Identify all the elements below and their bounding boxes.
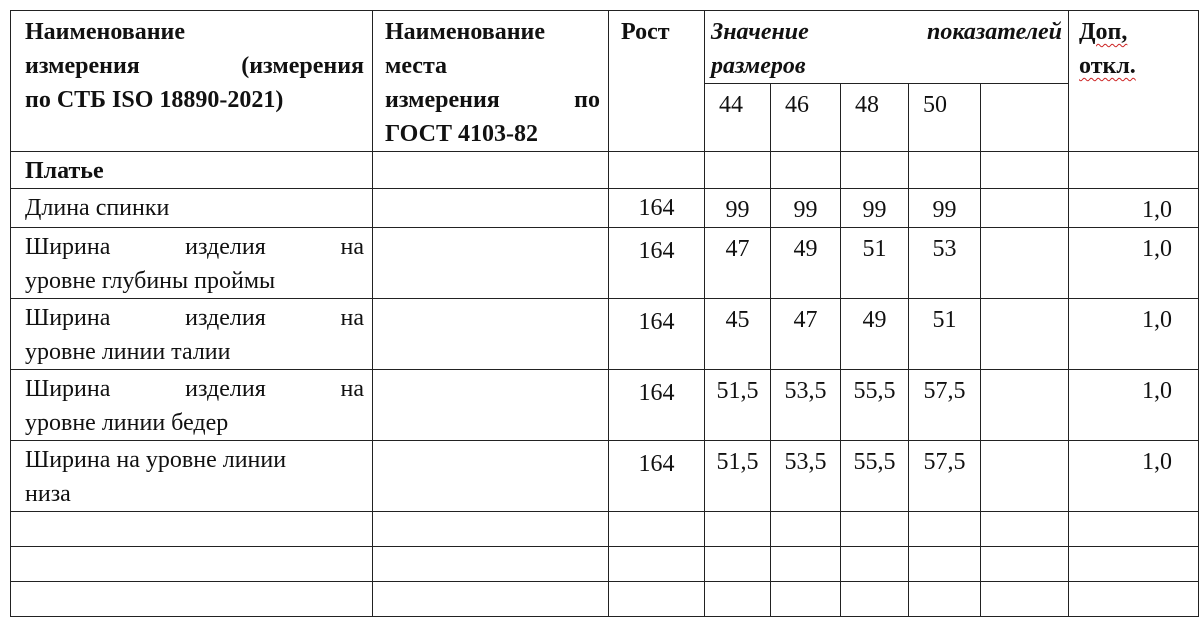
value-cell: 47 [705,228,771,299]
value-cell [981,441,1069,512]
table-cell [981,582,1069,617]
value-cell: 99 [705,189,771,228]
size-header-48: 48 [841,84,909,152]
value-cell: 57,5 [909,370,981,441]
value-cell: 45 [705,299,771,370]
table-cell [841,547,909,582]
value-cell: 53,5 [771,441,841,512]
row-label-line: Ширина на уровне линии [25,447,287,473]
table-row [11,299,1199,370]
rost-cell: 164 [609,441,705,512]
row-label [11,441,373,512]
table-cell [909,582,981,617]
table-cell [373,441,609,512]
tolerance-cell: 1,0 [1069,370,1199,441]
table-cell [981,547,1069,582]
value-cell: 51 [909,299,981,370]
table-cell [1069,582,1199,617]
table-cell [373,152,609,189]
value-cell: 53,5 [771,370,841,441]
row-label-line: Длина спинки [25,195,170,221]
header-col2-line2: места [385,53,448,79]
header-rost: Рост [609,11,705,152]
row-label-word: изделия [185,234,266,260]
row-label-word: на [340,234,364,260]
table-cell [705,152,771,189]
value-cell [981,370,1069,441]
table-cell [841,512,909,547]
header-col2-word2: по [574,87,600,113]
table-row [11,189,1199,228]
row-label-word: Ширина [25,376,111,402]
row-label-word: изделия [185,305,266,331]
table-cell [771,152,841,189]
value-cell: 99 [909,189,981,228]
value-cell: 49 [841,299,909,370]
rost-cell: 164 [609,299,705,370]
value-cell: 51,5 [705,370,771,441]
value-cell: 55,5 [841,441,909,512]
table-row [11,370,1199,441]
table-cell [841,582,909,617]
table-cell [771,512,841,547]
row-label-word: Ширина [25,305,111,331]
header-col2-line3 [385,83,600,117]
table-cell [609,547,705,582]
header-tolerance [1069,11,1199,152]
value-cell: 53 [909,228,981,299]
table-cell [771,582,841,617]
header-col1-line3: по СТБ ISO 18890-2021) [25,87,284,113]
tolerance-cell: 1,0 [1069,228,1199,299]
section-row [11,152,1199,189]
table-cell [11,547,373,582]
value-cell: 51,5 [705,441,771,512]
row-label-line: низа [25,481,71,507]
value-cell [981,228,1069,299]
row-label-word: изделия [185,376,266,402]
table-cell [909,512,981,547]
header-tolerance-line2: откл. [1079,53,1136,79]
section-label: Платье [11,152,373,189]
row-label-line: уровне линии талии [25,339,231,365]
table-cell [909,547,981,582]
row-label-word: на [340,376,364,402]
header-size-values-word2: показателей [927,19,1063,45]
value-cell: 51 [841,228,909,299]
row-label-line [25,372,364,406]
empty-row [11,582,1199,617]
header-size-values-line2: размеров [711,53,806,79]
row-label-word: на [340,305,364,331]
table-cell [373,299,609,370]
value-cell: 55,5 [841,370,909,441]
header-col2-line4: ГОСТ 4103-82 [385,121,538,147]
value-cell: 49 [771,228,841,299]
table-cell [373,547,609,582]
measurement-table [10,10,1199,617]
table-cell [909,152,981,189]
row-label-line: уровне глубины проймы [25,268,276,294]
table-cell [373,582,609,617]
tolerance-cell: 1,0 [1069,189,1199,228]
table-cell [705,582,771,617]
table-cell [1069,152,1199,189]
header-size-values-line1 [711,15,1062,49]
row-label [11,189,373,228]
table-cell [609,152,705,189]
header-col2-word1: измерения [385,87,500,113]
header-col1-word2: (измерения [241,53,364,79]
empty-row [11,512,1199,547]
size-header-50: 50 [909,84,981,152]
table-row [11,228,1199,299]
table-cell [1069,512,1199,547]
size-header-44: 44 [705,84,771,152]
value-cell: 99 [771,189,841,228]
value-cell: 47 [771,299,841,370]
value-cell [981,189,1069,228]
size-header-empty [981,84,1069,152]
table-cell [609,582,705,617]
table-cell [11,512,373,547]
table-cell [981,512,1069,547]
table-cell [841,152,909,189]
header-col1-word1: измерения [25,53,140,79]
tolerance-cell: 1,0 [1069,299,1199,370]
header-size-values [705,11,1069,84]
table-cell [1069,547,1199,582]
rost-cell: 164 [609,189,705,228]
header-measurement-name [11,11,373,152]
table-cell [373,189,609,228]
row-label-line [25,230,364,264]
value-cell [981,299,1069,370]
size-header-46: 46 [771,84,841,152]
row-label [11,228,373,299]
header-size-values-word1: Значение [711,19,809,45]
value-cell: 57,5 [909,441,981,512]
table-cell [11,582,373,617]
row-label-line: уровне линии бедер [25,410,229,436]
header-row [11,11,1199,84]
header-col1-line1: Наименование [25,19,185,45]
header-col1-line2 [25,49,364,83]
value-cell: 99 [841,189,909,228]
tolerance-cell: 1,0 [1069,441,1199,512]
rost-cell: 164 [609,228,705,299]
table-row [11,441,1199,512]
header-col2-line1: Наименование [385,19,545,45]
table-cell [705,512,771,547]
table-cell [609,512,705,547]
table-cell [373,370,609,441]
header-tolerance-line1: Доп, [1079,19,1128,45]
row-label [11,370,373,441]
table-cell [771,547,841,582]
table-cell [705,547,771,582]
table-cell [373,512,609,547]
rost-cell: 164 [609,370,705,441]
table-cell [373,228,609,299]
row-label-word: Ширина [25,234,111,260]
row-label [11,299,373,370]
table-cell [981,152,1069,189]
header-measurement-place [373,11,609,152]
empty-row [11,547,1199,582]
row-label-line [25,301,364,335]
